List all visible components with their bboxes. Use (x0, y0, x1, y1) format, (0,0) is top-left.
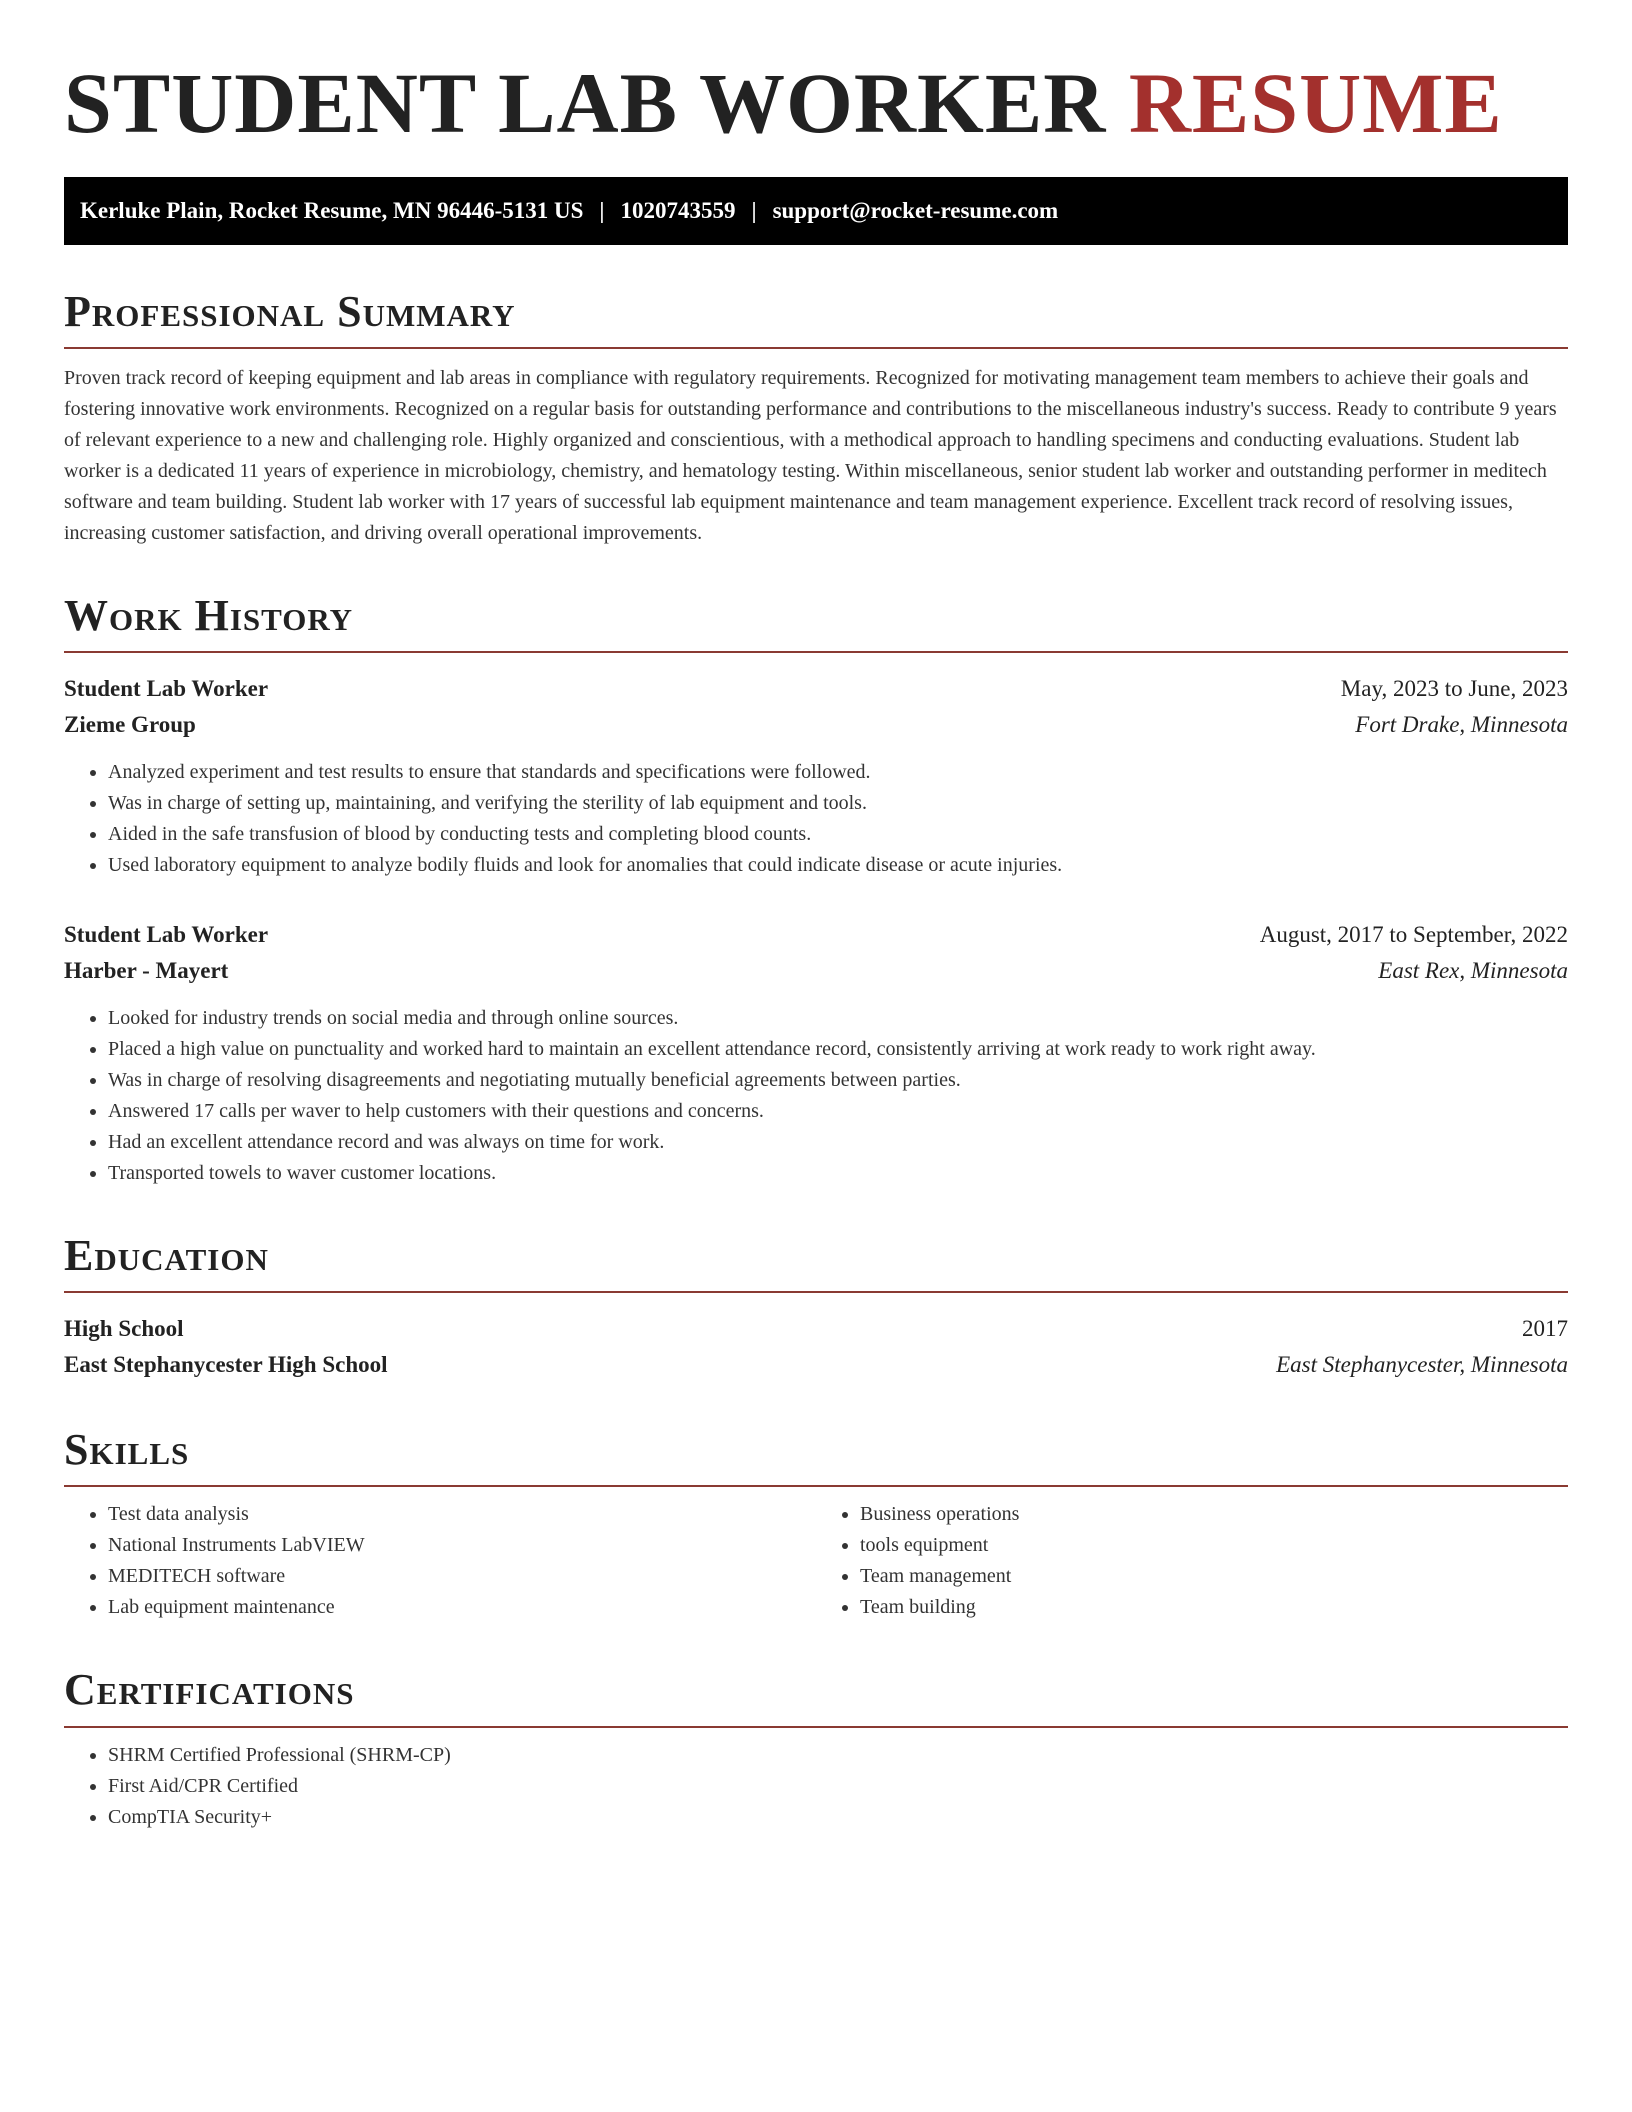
skill-item: • Lab equipment maintenance (108, 1592, 816, 1623)
title-main: STUDENT LAB WORKER (64, 55, 1107, 151)
skills-column-right (816, 1499, 1568, 1623)
certifications-heading: Certifications (64, 1667, 1568, 1727)
job-bullet: • Aided in the safe transfusion of blood by conducting tests and completing blood counts. (108, 819, 1568, 850)
job-header-row (64, 671, 1568, 707)
skill-item: • National Instruments LabVIEW (108, 1530, 816, 1561)
job-bullet: • Was in charge of resolving disagreements and negotiating mutually beneficial agreements between parties. (108, 1065, 1568, 1096)
skill-item: • MEDITECH software (108, 1561, 816, 1592)
job-bullets (64, 757, 1568, 881)
education-location: East Stephanycester, Minnesota (1276, 1352, 1568, 1378)
job-bullet: • Placed a high value on punctuality and worked hard to maintain an excellent attendance record, consistently arriving at work ready to work right away. (108, 1034, 1568, 1065)
job-bullet: • Looked for industry trends on social media and through online sources. (108, 1003, 1568, 1034)
job-bullet: • Analyzed experiment and test results to ensure that standards and specifications were followed. (108, 757, 1568, 788)
education-header-row (64, 1311, 1568, 1347)
job-title: Student Lab Worker (64, 675, 269, 701)
contact-separator: | (751, 197, 757, 223)
job-location: East Rex, Minnesota (1378, 957, 1568, 983)
skill-item: • Test data analysis (108, 1499, 816, 1530)
job-bullets (64, 1003, 1568, 1189)
skill-item: • Team management (860, 1561, 1568, 1592)
education-entry (64, 1311, 1568, 1383)
skill-item: • Team building (860, 1592, 1568, 1623)
job-company: Harber - Mayert (64, 957, 229, 983)
education-degree: High School (64, 1316, 184, 1342)
job-title: Student Lab Worker (64, 921, 269, 947)
summary-heading: Professional Summary (64, 289, 1568, 349)
contact-separator: | (599, 197, 605, 223)
job-company: Zieme Group (64, 711, 196, 737)
job-header-row (64, 917, 1568, 953)
job-dates: May, 2023 to June, 2023 (1340, 675, 1568, 701)
skills-column-left (64, 1499, 816, 1623)
job-entry (64, 917, 1568, 1189)
skill-item: • Business operations (860, 1499, 1568, 1530)
contact-address: Kerluke Plain, Rocket Resume, MN 96446-5131 US (80, 197, 584, 223)
certifications-list (64, 1740, 1568, 1833)
contact-bar (64, 177, 1568, 245)
contact-phone: 1020743559 (620, 197, 736, 223)
job-company-row (64, 707, 1568, 743)
job-bullet: • Transported towels to waver customer locations. (108, 1158, 1568, 1189)
title-accent: RESUME (1128, 55, 1503, 151)
certification-item: • First Aid/CPR Certified (108, 1771, 1568, 1802)
certification-item: • SHRM Certified Professional (SHRM-CP) (108, 1740, 1568, 1771)
certification-item: • CompTIA Security+ (108, 1802, 1568, 1833)
job-entry (64, 671, 1568, 881)
job-location: Fort Drake, Minnesota (1355, 711, 1568, 737)
education-year: 2017 (1522, 1316, 1568, 1342)
work-history-heading: Work History (64, 593, 1568, 653)
education-section (64, 1230, 1568, 1383)
contact-email: support@rocket-resume.com (772, 197, 1059, 223)
education-heading: Education (64, 1233, 1568, 1293)
resume-title (64, 56, 1568, 151)
skills-grid (64, 1499, 1568, 1623)
work-history-section (64, 590, 1568, 1189)
summary-text: Proven track record of keeping equipment and lab areas in compliance with regulatory requirements. Recognized for motivating management team members to achieve their goals and fostering innovative work environments. Recognized on a regular basis for outstanding performance and contributions to the miscellaneous industry's success. Ready to contribute 9 years of relevant experience to a new and challenging role. Highly organized and conscientious, with a methodical approach to handling specimens and conducting evaluations. Student lab worker is a dedicated 11 years of experience in microbiology, chemistry, and hematology testing. Within miscellaneous, senior student lab worker and outstanding performer in meditech software and team building. Student lab worker with 17 years of successful lab equipment maintenance and team management experience. Excellent track record of resolving issues, increasing customer satisfaction, and driving overall operational improvements. (64, 366, 1557, 544)
job-company-row (64, 953, 1568, 989)
education-school: East Stephanycester High School (64, 1352, 388, 1378)
job-bullet: • Used laboratory equipment to analyze bodily fluids and look for anomalies that could indicate disease or acute injuries. (108, 850, 1568, 881)
certifications-section (64, 1667, 1568, 1832)
skills-heading: Skills (64, 1427, 1568, 1487)
job-dates: August, 2017 to September, 2022 (1259, 921, 1568, 947)
skill-item: • tools equipment (860, 1530, 1568, 1561)
summary-section (64, 286, 1568, 549)
education-school-row (64, 1347, 1568, 1383)
job-bullet: • Answered 17 calls per waver to help customers with their questions and concerns. (108, 1096, 1568, 1127)
job-bullet: • Had an excellent attendance record and was always on time for work. (108, 1127, 1568, 1158)
skills-section (64, 1427, 1568, 1623)
job-bullet: • Was in charge of setting up, maintaining, and verifying the sterility of lab equipment and tools. (108, 788, 1568, 819)
